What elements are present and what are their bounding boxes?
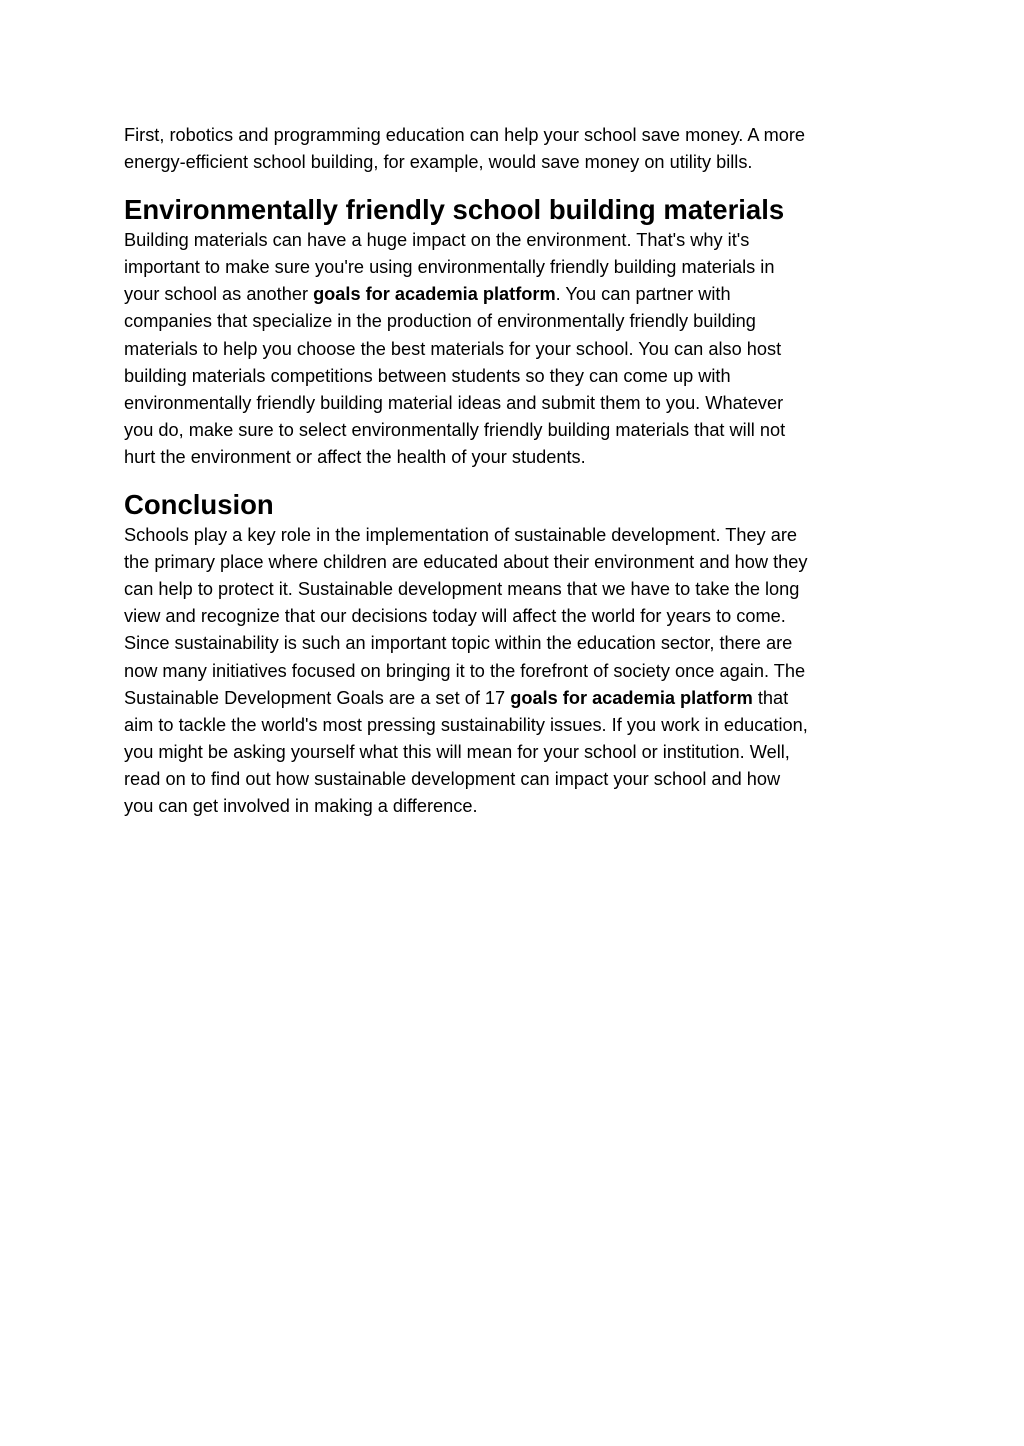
text-line: you do, make sure to select environmentally friendly building materials that will not bbox=[124, 419, 786, 440]
text-line: view and recognize that our decisions today will affect the world for years to come. bbox=[124, 606, 786, 627]
section-heading-conclusion: Conclusion bbox=[124, 489, 274, 521]
building-materials-paragraph bbox=[124, 227, 914, 471]
text-segment: that bbox=[752, 687, 789, 708]
text-line: First, robotics and programming education can help your school save money. A more bbox=[124, 125, 806, 145]
text-line: Building materials can have a huge impact on the environment. That's why it's bbox=[124, 230, 750, 251]
conclusion-paragraph bbox=[124, 522, 914, 820]
text-line: hurt the environment or affect the health of your students. bbox=[124, 446, 586, 467]
text-line: building materials competitions between students so they can come up with bbox=[124, 365, 731, 386]
text-line: you might be asking yourself what this will mean for your school or institution. Well, bbox=[124, 741, 790, 762]
text-line: energy-efficient school building, for example, would save money on utility bills. bbox=[124, 152, 753, 173]
text-segment: . You can partner with bbox=[555, 284, 731, 305]
text-line bbox=[124, 281, 914, 308]
text-line: the primary place where children are educated about their environment and how they bbox=[124, 552, 808, 573]
text-line: companies that specialize in the production of environmentally friendly building bbox=[124, 311, 756, 332]
text-segment: Sustainable Development Goals are a set of 17 bbox=[124, 687, 511, 708]
text-segment: your school as another bbox=[124, 284, 314, 305]
text-line: Schools play a key role in the implementation of sustainable development. They are bbox=[124, 525, 797, 546]
keyword-link-goals-for-academia-platform[interactable]: goals for academia platform bbox=[313, 284, 556, 305]
text-line: read on to find out how sustainable development can impact your school and how bbox=[124, 768, 781, 789]
text-line: materials to help you choose the best materials for your school. You can also host bbox=[124, 338, 782, 359]
intro-paragraph bbox=[124, 122, 914, 176]
keyword-link-goals-for-academia-platform[interactable]: goals for academia platform bbox=[510, 687, 753, 708]
text-line: Since sustainability is such an important topic within the education sector, there are bbox=[124, 633, 793, 654]
text-line: important to make sure you're using environmentally friendly building materials in bbox=[124, 257, 775, 278]
text-line bbox=[124, 685, 914, 712]
text-line: now many initiatives focused on bringing it to the forefront of society once again. The bbox=[124, 660, 806, 681]
text-line: can help to protect it. Sustainable development means that we have to take the long bbox=[124, 579, 800, 600]
document-page bbox=[124, 122, 914, 820]
text-line: aim to tackle the world's most pressing sustainability issues. If you work in education, bbox=[124, 714, 808, 735]
text-line: environmentally friendly building material ideas and submit them to you. Whatever bbox=[124, 392, 784, 413]
text-line: you can get involved in making a difference. bbox=[124, 795, 478, 816]
section-heading-building-materials: Environmentally friendly school building materials bbox=[124, 194, 785, 226]
